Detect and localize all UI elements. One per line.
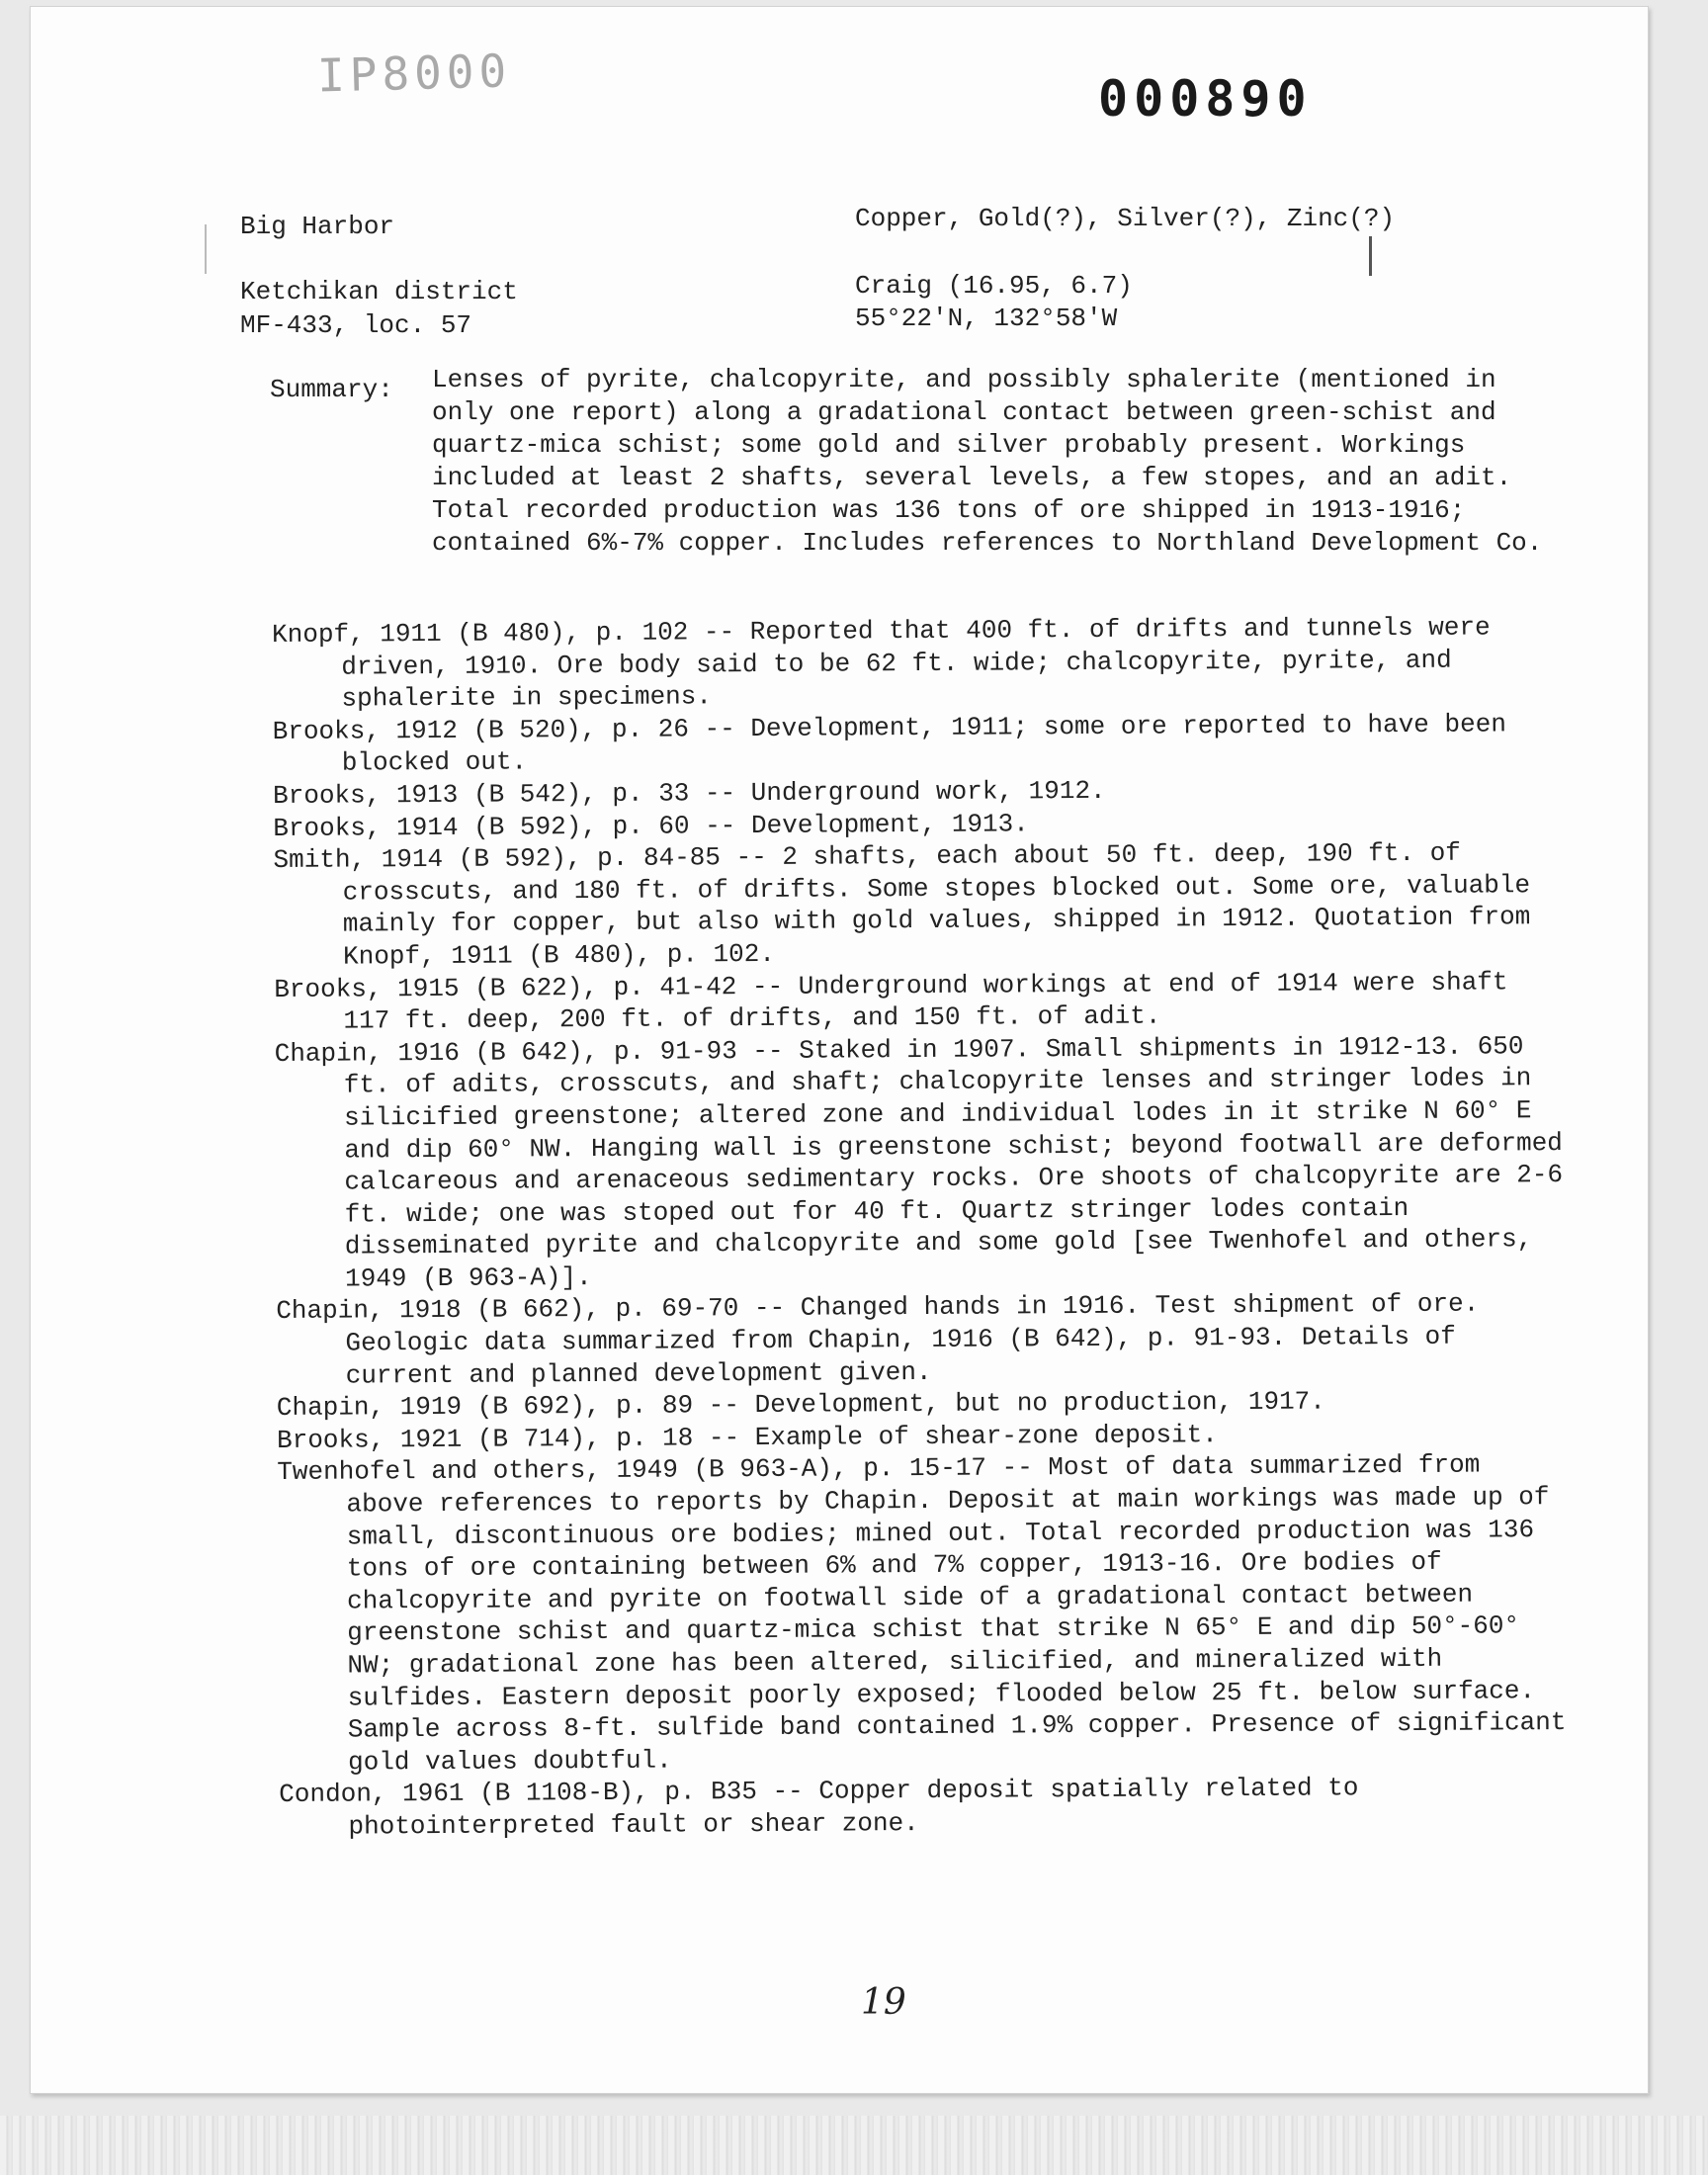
document-number-stamp: 000890 xyxy=(1098,70,1313,128)
reference-entry: Twenhofel and others, 1949 (B 963-A), p. 15-17 -- Most of data summarized from above references to reports by Chapin. Deposit at main workings was made up of small, discontinuous ore bodies; mined out. Total recorded production was 136 tons of ore containing between 6% and 7% copper, 1913-16. Ore bodies of chalcopyrite and pyrite on footwall side of a gradational contact between greenstone schist and quartz-mica schist that strike N 65° E and dip 50°-60° NW; gradational zone has been altered, silicified, and mineralized with sulfides. Eastern deposit poorly exposed; flooded below 25 ft. below surface. Sample across 8-ft. sulfide band contained 1.9% copper. Presence of significant gold values doubtful. xyxy=(277,1449,1567,1778)
summary-text: Lenses of pyrite, chalcopyrite, and possibly sphalerite (mentioned in only one report) along a gradational contact between green-schist and quartz-mica schist; some gold and silver probably present. Workings included at least 2 shafts, several levels, a few stopes, and an adit. Total recorded production was 136 tons of ore shipped in 1913-1916; contained 6%-7% copper. Includes references to Northland Development Co. xyxy=(432,365,1543,558)
reference-entry: Brooks, 1921 (B 714), p. 18 -- Example of shear-zone deposit. xyxy=(276,1420,1218,1455)
scanner-bed-strip xyxy=(0,2116,1708,2175)
commodities: Copper, Gold(?), Silver(?), Zinc(?) xyxy=(855,204,1396,233)
reference-entry: Chapin, 1919 (B 692), p. 89 -- Development, but no production, 1917. xyxy=(276,1386,1325,1424)
summary-label: Summary: xyxy=(270,375,393,404)
faint-stamp-code: IP8000 xyxy=(316,44,512,103)
reference-entry: Brooks, 1912 (B 520), p. 26 -- Development, 1911; some ore reported to have been blocked out. xyxy=(272,709,1506,778)
coordinates: 55°22'N, 132°58'W xyxy=(855,304,1118,333)
quadrangle: Craig (16.95, 6.7) xyxy=(855,271,1133,301)
map-reference: MF-433, loc. 57 xyxy=(240,310,472,340)
reference-entry: Knopf, 1911 (B 480), p. 102 -- Reported that 400 ft. of drifts and tunnels were driven, 1910. Ore body said to be 62 ft. wide; chalcopyrite, pyrite, and sphalerite in specimens. xyxy=(272,612,1491,714)
reference-entry: Chapin, 1918 (B 662), p. 69-70 -- Changed hands in 1916. Test shipment of ore. Geologic data summarized from Chapin, 1916 (B 642), p. 91-93. Details of current and planned development given. xyxy=(276,1289,1480,1391)
page-number: 19 xyxy=(861,1982,906,2023)
reference-entry: Brooks, 1913 (B 542), p. 33 -- Underground work, 1912. xyxy=(273,775,1106,811)
references-list xyxy=(272,611,1575,1844)
district: Ketchikan district xyxy=(240,277,518,306)
reference-entry: Chapin, 1916 (B 642), p. 91-93 -- Staked in 1907. Small shipments in 1912-13. 650 ft. of adits, crosscuts, and shaft; chalcopyrite lenses and stringer lodes in silicified greenstone; altered zone and individual lodes in it strike N 60° E and dip 60° NW. Hanging wall is greenstone schist; beyond footwall are deformed calcareous and arenaceous sedimentary rocks. Ore shoots of chalcopyrite are 2-6 ft. wide; one was stoped out for 40 ft. Quartz stringer lodes contain disseminated pyrite and chalcopyrite and some gold [see Twenhofel and others, 1949 (B 963-A)]. xyxy=(274,1030,1564,1294)
reference-entry: Condon, 1961 (B 1108-B), p. B35 -- Copper deposit spatially related to photointerpreted fault or shear zone. xyxy=(279,1773,1359,1842)
reference-entry: Smith, 1914 (B 592), p. 84-85 -- 2 shafts, each about 50 ft. deep, 190 ft. of crosscuts, and 180 ft. of drifts. Some stopes blocked out. Some ore, valuable mainly for copper, but also with gold values, shipped in 1912. Quotation from Knopf, 1911 (B 480), p. 102. xyxy=(273,837,1531,972)
reference-entry: Brooks, 1915 (B 622), p. 41-42 -- Underground workings at end of 1914 were shaft 117 ft. deep, 200 ft. of drifts, and 150 ft. of adit. xyxy=(274,966,1508,1036)
pen-mark xyxy=(1369,236,1372,276)
reference-entry: Brooks, 1914 (B 592), p. 60 -- Development, 1913. xyxy=(273,808,1029,843)
scan-mark xyxy=(205,224,207,274)
document-page xyxy=(30,6,1649,2094)
deposit-name: Big Harbor xyxy=(240,212,395,241)
